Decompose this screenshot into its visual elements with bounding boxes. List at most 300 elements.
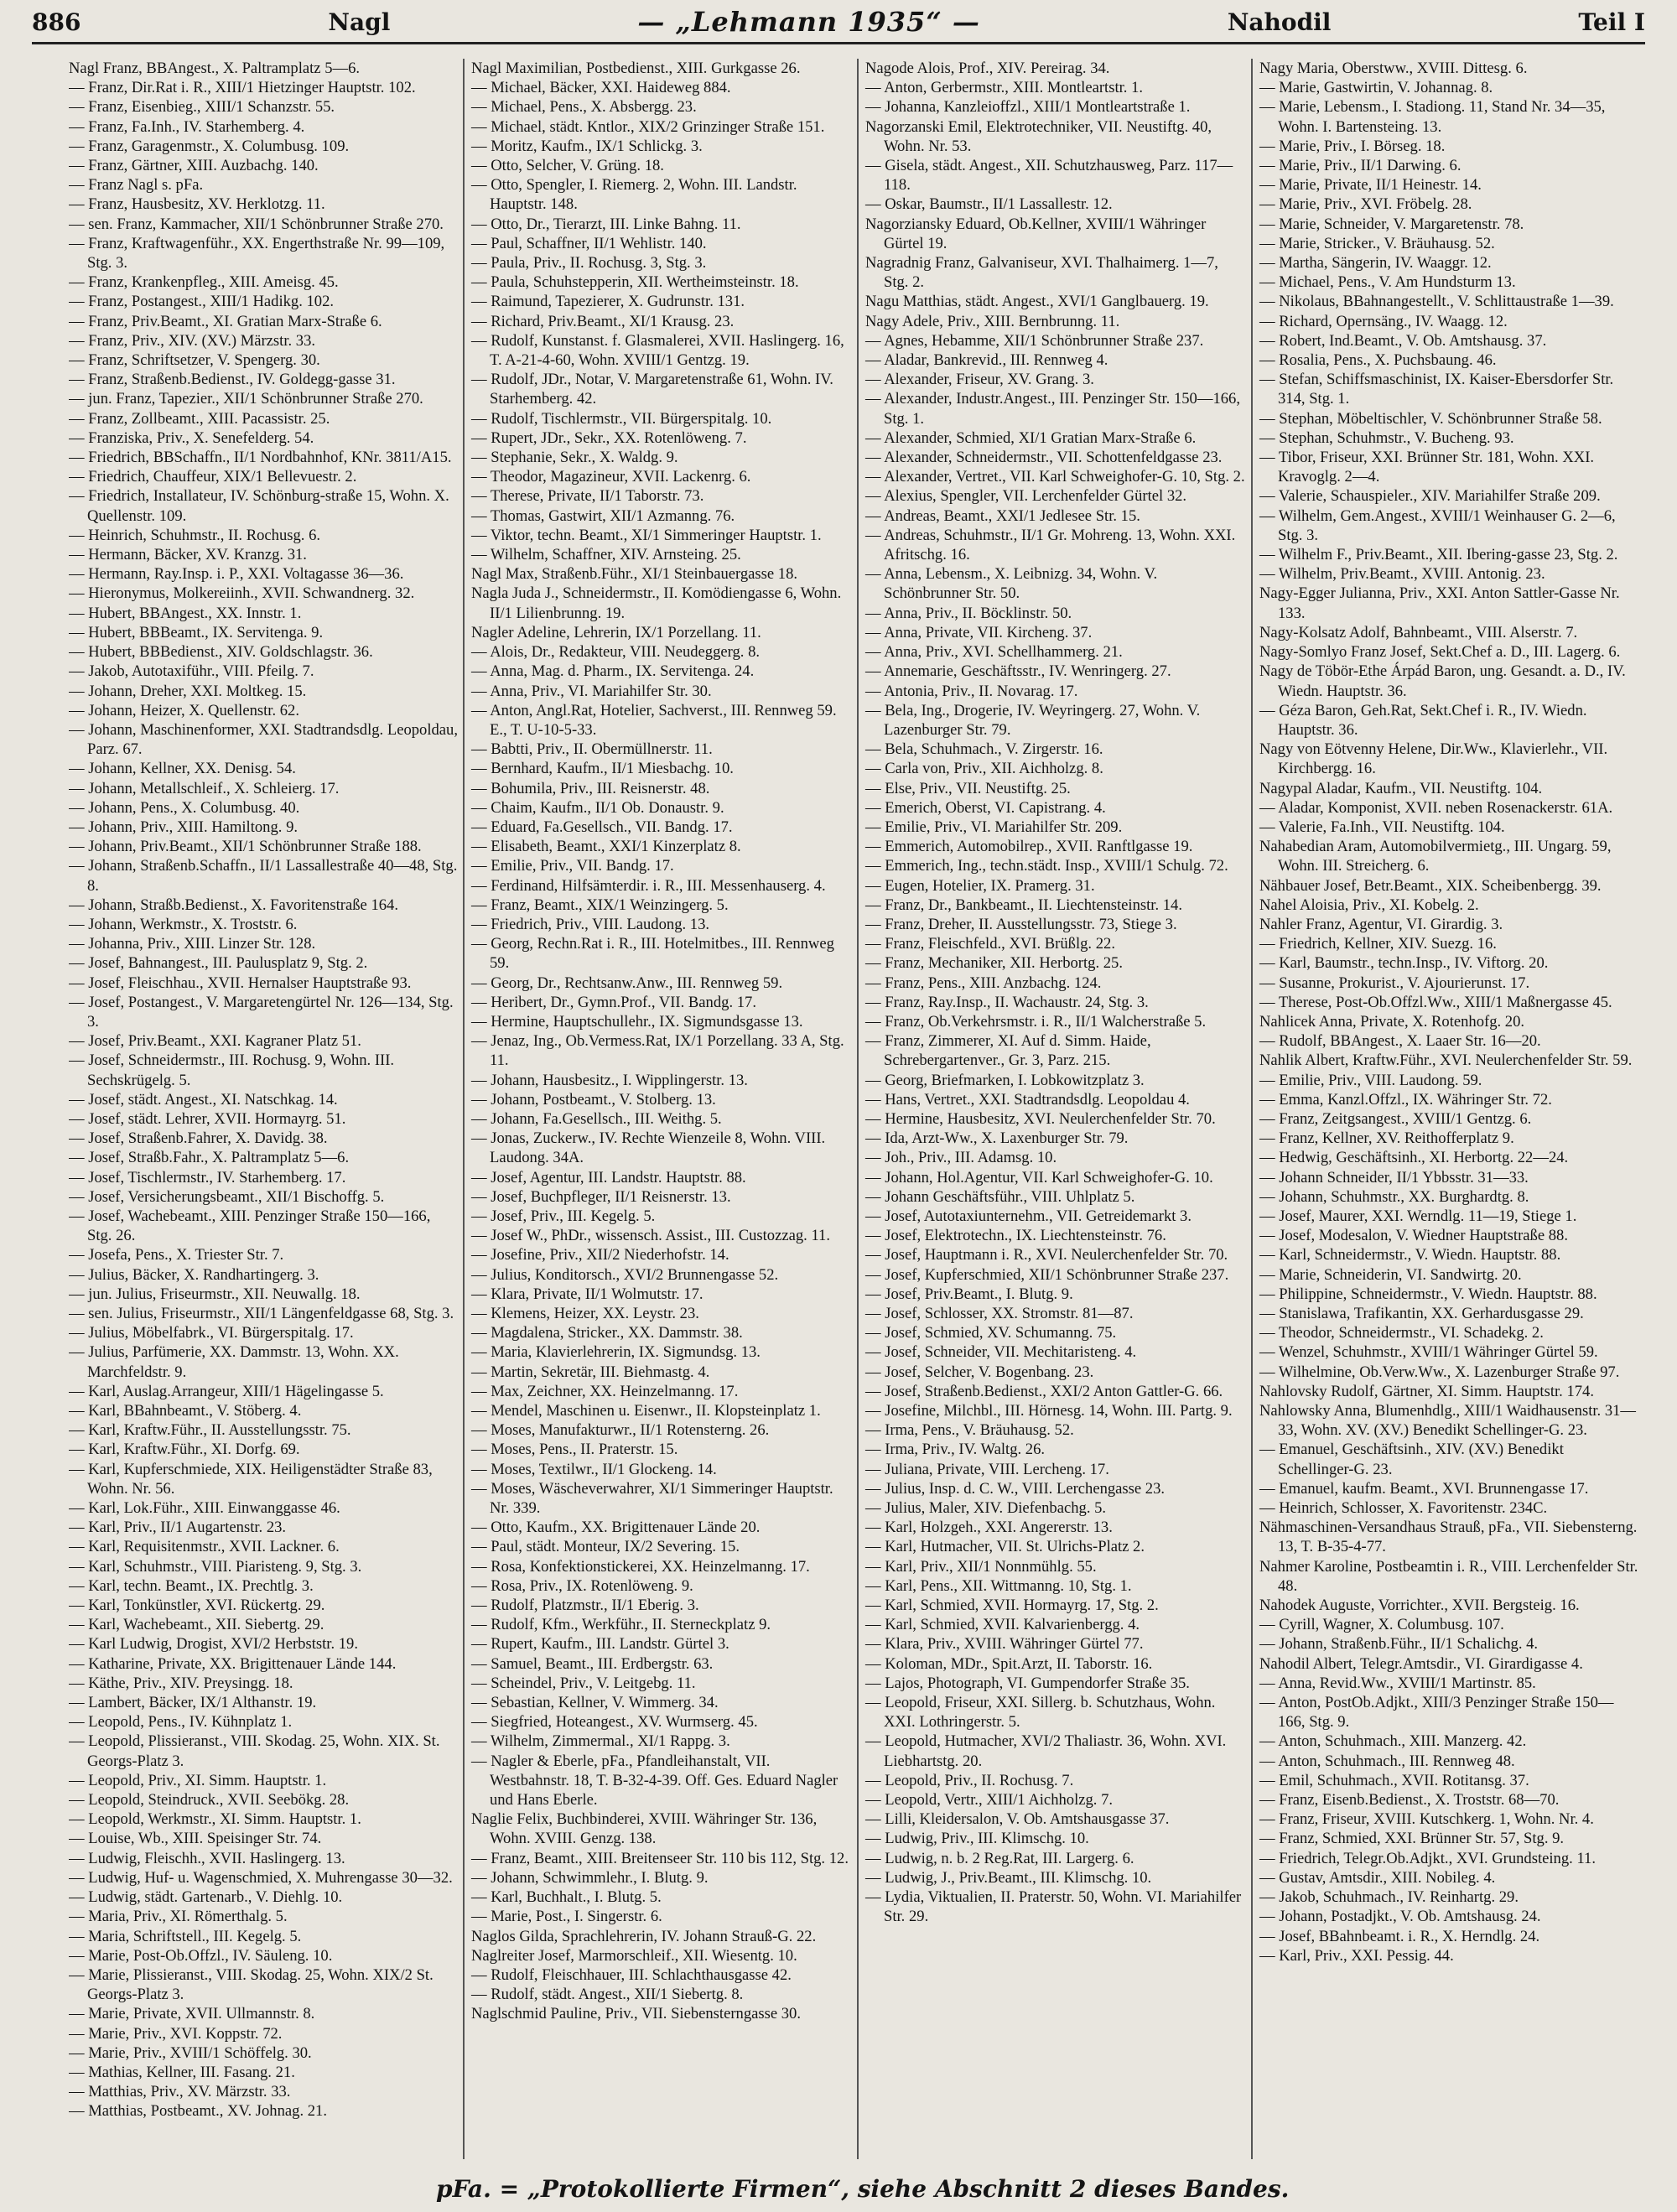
directory-entry: — Rudolf, Kunstanst. f. Glasmalerei, XVII. Haslingerg. 16, T. A-21-4-60, Wohn. XVIII/1 Gentzg. 19. [471, 331, 844, 370]
directory-entry: — Heinrich, Schlosser, X. Favoritenstr. 234C. [1259, 1499, 1548, 1518]
directory-entry: — Johann, Schwimmlehr., I. Blutg. 9. [471, 1868, 709, 1887]
page-header [32, 5, 1645, 39]
directory-entry: — Johann, Heizer, X. Quellenstr. 62. [69, 701, 300, 719]
directory-entry: — Michael, Pens., V. Am Hundsturm 13. [1259, 273, 1516, 292]
directory-entry: — Andreas, Beamt., XXI/1 Jedlesee Str. 15. [865, 506, 1140, 525]
directory-entry: — Carla von, Priv., XII. Aichholzg. 8. [865, 760, 1103, 778]
directory-entry: — jun. Franz, Tapezier., XII/1 Schönbrunner Straße 270. [69, 390, 423, 408]
directory-entry: — Theodor, Magazineur, XVII. Lackenrg. 6. [471, 468, 751, 486]
directory-entry: Nagu Matthias, städt. Angest., XVI/1 Ganglbauerg. 19. [865, 293, 1209, 311]
directory-entry: — Hubert, BBAngest., XX. Innstr. 1. [69, 604, 302, 622]
directory-entry: — Franz, Fleischfeld., XVI. Brüßlg. 22. [865, 935, 1115, 953]
directory-entry: — Georg, Briefmarken, I. Lobkowitzplatz 3. [865, 1071, 1145, 1089]
directory-entry: — Jakob, Autotaxiführ., VIII. Pfeilg. 7. [69, 662, 314, 681]
directory-entry: — Karl, Schmied, XVII. Kalvarienbergg. 4. [865, 1616, 1140, 1634]
directory-entry: — Johann Schneider, II/1 Ybbsstr. 31—33. [1259, 1168, 1529, 1186]
directory-entry: — Karl, Pens., XII. Wittmanng. 10, Stg. 1. [865, 1576, 1132, 1595]
directory-entry: — Julius, Konditorsch., XVI/2 Brunnengasse 52. [471, 1265, 779, 1284]
directory-entry: Nahmer Karoline, Postbeamtin i. R., VIII. Lerchenfelder Str. 48. [1259, 1557, 1638, 1595]
directory-entry: — Wilhelm, Gem.Angest., XVIII/1 Weinhauser G. 2—6, Stg. 3. [1259, 506, 1616, 544]
directory-entry: — Hubert, BBBedienst., XIV. Goldschlagstr. 36. [69, 643, 373, 662]
directory-entry: — sen. Franz, Kammacher, XII/1 Schönbrunner Straße 270. [69, 215, 444, 233]
directory-entry: — Franz, Ray.Insp., II. Wachaustr. 24, Stg. 3. [865, 993, 1149, 1011]
directory-entry: — Josef, Buchpfleger, II/1 Reisnerstr. 13. [471, 1187, 731, 1206]
directory-entry: — Viktor, techn. Beamt., XI/1 Simmeringer Hauptstr. 1. [471, 526, 822, 544]
directory-entry: — Therese, Post-Ob.Offzl.Ww., XIII/1 Maßnergasse 45. [1259, 993, 1612, 1011]
directory-entry: — Nagler & Eberle, pFa., Pfandleihanstalt, VII. Westbahnstr. 18, T. B-32-4-39. Off. Ges. Eduard Nagler und Hans Eberle. [471, 1752, 838, 1810]
directory-entry: — Eduard, Fa.Gesellsch., VII. Bandg. 17. [471, 818, 733, 836]
directory-entry: — Irma, Pens., V. Bräuhausg. 52. [865, 1421, 1074, 1440]
directory-entry: Nahodil Albert, Telegr.Amtsdir., VI. Girardigasse 4. [1259, 1654, 1583, 1673]
directory-entry: — Marie, Post., I. Singerstr. 6. [471, 1908, 662, 1926]
page-footer-note: pFa. = „Protokollierte Firmen“, siehe Abschnitt 2 dieses Bandes. [436, 2175, 1290, 2203]
directory-entry: — Marie, Plissieranst., VIII. Skodag. 25, Wohn. XIX/2 St. Georgs-Platz 3. [69, 1965, 434, 2004]
directory-entry: — Otto, Selcher, V. Grüng. 18. [471, 157, 664, 175]
directory-entry: — Josef, Selcher, V. Bogenbang. 23. [865, 1363, 1094, 1381]
directory-entry: — Josef, städt. Angest., XI. Natschkag. 14. [69, 1090, 338, 1109]
directory-entry: — Julius, Maler, XIV. Diefenbachg. 5. [865, 1499, 1107, 1518]
directory-entry: — Franz, Hausbesitz, XV. Herklotzg. 11. [69, 195, 325, 214]
directory-entry: — Franz, Pens., XIII. Anzbachg. 124. [865, 974, 1102, 992]
directory-entry: — Wilhelm, Zimmermal., XI/1 Rappg. 3. [471, 1732, 730, 1751]
directory-entry: — Franz, Fa.Inh., IV. Starhemberg. 4. [69, 117, 305, 136]
directory-entry: — Josef, BBahnbeamt. i. R., X. Herndlg. 24. [1259, 1927, 1540, 1945]
directory-entry: — Franz, Schriftsetzer, V. Spengerg. 30. [69, 351, 320, 370]
directory-entry: — Stanislawa, Trafikantin, XX. Gerhardusgasse 29. [1259, 1305, 1584, 1322]
directory-entry: — Josef, Straßb.Fahr., X. Paltramplatz 5—6. [69, 1149, 350, 1167]
directory-entry: — Karl Ludwig, Drogist, XVI/2 Herbststr. 19. [69, 1635, 358, 1654]
directory-entry: — Josef, Kupferschmied, XII/1 Schönbrunner Straße 237. [865, 1265, 1229, 1284]
directory-entry: — Anna, Priv., VI. Mariahilfer Str. 30. [471, 682, 712, 700]
directory-entry: — Bela, Schuhmach., V. Zirgerstr. 16. [865, 740, 1103, 759]
directory-entry: — Rudolf, Fleischhauer, III. Schlachthausgasse 42. [471, 1965, 792, 1984]
directory-entry: — Martin, Sekretär, III. Biehmastg. 4. [471, 1363, 710, 1381]
directory-entry: — Rudolf, Platzmstr., II/1 Eberig. 3. [471, 1597, 699, 1615]
directory-entry: — Max, Zeichner, XX. Heinzelmanng. 17. [471, 1382, 739, 1400]
directory-entry: — Wilhelmine, Ob.Verw.Ww., X. Lazenburger Straße 97. [1259, 1363, 1620, 1381]
directory-entry: — Bohumila, Priv., III. Reisnerstr. 48. [471, 779, 710, 797]
directory-entry: — Josef, Hauptmann i. R., XVI. Neulerchenfelder Str. 70. [865, 1246, 1228, 1264]
directory-entry: — Karl, Priv., XII/1 Nonnmühlg. 55. [865, 1557, 1097, 1576]
directory-entry: Nagler Adeline, Lehrerin, IX/1 Porzellang. 11. [471, 623, 761, 641]
directory-entry: — Ludwig, J., Priv.Beamt., III. Klimschg. 10. [865, 1868, 1152, 1887]
directory-entry: — Johann, Fa.Gesellsch., III. Weithg. 5. [471, 1109, 722, 1128]
directory-entry: — Bela, Ing., Drogerie, IV. Weyringerg. 27, Wohn. V. Lazenburger Str. 79. [865, 701, 1201, 739]
directory-entry: — Samuel, Beamt., III. Erdbergstr. 63. [471, 1654, 714, 1673]
directory-entry: — Rudolf, Tischlermstr., VII. Bürgerspitalg. 10. [471, 409, 772, 428]
directory-entry: — Friedrich, BBSchaffn., II/1 Nordbahnhof, KNr. 3811/A15. [69, 449, 452, 467]
directory-entry: — Aladar, Komponist, XVII. neben Rosenackerstr. 61A. [1259, 798, 1613, 817]
directory-entry: — Josef, Autotaxiunternehm., VII. Getreidemarkt 3. [865, 1207, 1192, 1225]
directory-entry: — Karl, Tonkünstler, XVI. Rückertg. 29. [69, 1597, 325, 1615]
directory-entry: — Josef, Tischlermstr., IV. Starhemberg. 17. [69, 1168, 346, 1186]
directory-entry: — Franz, Eisenb.Bedienst., X. Troststr. 68—70. [1259, 1791, 1560, 1810]
directory-entry: — Julius, Möbelfabrk., VI. Bürgerspitalg. 17. [69, 1324, 354, 1342]
directory-entry: — Johann, Straßb.Bedienst., X. Favoritenstraße 164. [69, 896, 398, 914]
directory-entry: — Heribert, Dr., Gymn.Prof., VII. Bandg. 17. [471, 993, 756, 1011]
directory-entry: — Julius, Parfümerie, XX. Dammstr. 13, Wohn. XX. Marchfeldstr. 9. [69, 1343, 399, 1381]
directory-entry: Naglschmid Pauline, Priv., VII. Siebensterngasse 30. [471, 2005, 801, 2023]
directory-entry: — Maria, Priv., XI. Römerthalg. 5. [69, 1908, 288, 1926]
directory-entry: — Anton, PostOb.Adjkt., XIII/3 Penzinger Straße 150—166, Stg. 9. [1259, 1694, 1614, 1732]
directory-entry: — Géza Baron, Geh.Rat, Sekt.Chef i. R., IV. Wiedn. Hauptstr. 36. [1259, 701, 1587, 739]
directory-entry: — Nikolaus, BBahnangestellt., V. Schlittaustraße 1—39. [1259, 293, 1614, 311]
directory-entry: Nagy Maria, Oberstww., XVIII. Dittesg. 6. [1259, 60, 1528, 77]
directory-entry: — Franz, Eisenbieg., XIII/1 Schanzstr. 55. [69, 98, 335, 117]
directory-entry: — Leopold, Hutmacher, XVI/2 Thaliastr. 36, Wohn. XVI. Liebhartstg. 20. [865, 1732, 1227, 1770]
directory-entry: — Franz, Zeitgsangest., XVIII/1 Gentzg. 6. [1259, 1109, 1532, 1128]
directory-entry: — Moses, Manufakturwr., II/1 Rotensterng. 26. [471, 1421, 770, 1440]
directory-entry: — Cyrill, Wagner, X. Columbusg. 107. [1259, 1616, 1504, 1634]
directory-entry: — Anna, Private, VII. Kircheng. 37. [865, 623, 1093, 641]
directory-entry: — Stephanie, Sekr., X. Waldg. 9. [471, 449, 678, 467]
directory-entry: Nagla Juda J., Schneidermstr., II. Komödiengasse 6, Wohn. II/1 Lilienbrunng. 19. [471, 584, 842, 622]
directory-entry: — Marie, Priv., XVIII/1 Schöffelg. 30. [69, 2043, 312, 2062]
directory-entry: — Annemarie, Geschäftsstr., IV. Wenringerg. 27. [865, 662, 1171, 681]
directory-entry: — Jakob, Schuhmach., IV. Reinhartg. 29. [1259, 1888, 1519, 1907]
directory-entry: — Robert, Ind.Beamt., V. Ob. Amtshausg. 37. [1259, 331, 1547, 350]
directory-entry: — Franz, Zimmerer, XI. Auf d. Simm. Haide, Schrebergartenver., Gr. 3, Parz. 215. [865, 1032, 1151, 1070]
directory-entry: — Josef, Straßenb.Bedienst., XXI/2 Anton Gattler-G. 66. [865, 1382, 1223, 1400]
directory-entry: — Leopold, Plissieranst., VIII. Skodag. 25, Wohn. XIX. St. Georgs-Platz 3. [69, 1732, 440, 1770]
directory-entry: — Josef, Bahnangest., III. Paulusplatz 9, Stg. 2. [69, 954, 368, 973]
directory-entry: — Karl, techn. Beamt., IX. Prechtlg. 3. [69, 1576, 314, 1595]
directory-entry: Naglreiter Josef, Marmorschleif., XII. Wiesentg. 10. [471, 1946, 797, 1965]
directory-entry: — Franz, Priv., XIV. (XV.) Märzstr. 33. [69, 331, 316, 350]
directory-entry: — Franz, Zollbeamt., XIII. Pacassistr. 25. [69, 409, 330, 428]
directory-entry: — Karl, Lok.Führ., XIII. Einwanggasse 46. [69, 1499, 340, 1518]
directory-entry: — Johann, Postbeamt., V. Stolberg. 13. [471, 1090, 716, 1109]
directory-entry: — Marie, Priv., I. Börseg. 18. [1259, 137, 1446, 155]
directory-entry: — Friedrich, Priv., VIII. Laudong. 13. [471, 915, 710, 933]
page-number: 886 [32, 8, 81, 36]
directory-entry: — Michael, Bäcker, XXI. Haideweg 884. [471, 79, 731, 97]
directory-entry: — Josefine, Milchbl., III. Hörnesg. 14, Wohn. III. Partg. 9. [865, 1402, 1233, 1420]
directory-entry: — Elisabeth, Beamt., XXI/1 Kinzerplatz 8. [471, 838, 741, 856]
directory-entry: — Aladar, Bankrevid., III. Rennweg 4. [865, 351, 1108, 370]
directory-entry: — Leopold, Friseur, XXI. Sillerg. b. Schutzhaus, Wohn. XXI. Lothringerstr. 5. [865, 1694, 1216, 1732]
directory-entry: — Alexander, Industr.Angest., III. Penzinger Str. 150—166, Stg. 1. [865, 390, 1240, 428]
directory-entry: — Emma, Kanzl.Offzl., IX. Währinger Str. 72. [1259, 1090, 1552, 1109]
directory-entry: — Paul, Schaffner, II/1 Wehlistr. 140. [471, 234, 707, 252]
directory-entry: — Stefan, Schiffsmaschinist, IX. Kaiser-Ebersdorfer Str. 314, Stg. 1. [1259, 371, 1614, 408]
directory-entry: — Ludwig, Fleischh., XVII. Haslingerg. 13. [69, 1849, 345, 1867]
directory-entry: — Agnes, Hebamme, XII/1 Schönbrunner Straße 237. [865, 331, 1204, 350]
directory-entry: — Rosa, Konfektionstickerei, XX. Heinzelmanng. 17. [471, 1557, 810, 1576]
directory-entry: — Thomas, Gastwirt, XII/1 Azmanng. 76. [471, 506, 735, 525]
directory-entry: — Wilhelm, Schaffner, XIV. Arnsteing. 25. [471, 546, 741, 564]
directory-entry: — Marie, Private, II/1 Heinestr. 14. [1259, 176, 1482, 195]
directory-entry: — Friedrich, Telegr.Ob.Adjkt., XVI. Grundsteing. 11. [1259, 1849, 1596, 1867]
directory-entry: — Siegfried, Hoteangest., XV. Wurmserg. 45. [471, 1713, 758, 1732]
directory-entry: — Alexius, Spengler, VII. Lerchenfelder Gürtel 32. [865, 487, 1187, 506]
directory-entry: — Stephan, Möbeltischler, V. Schönbrunner Straße 58. [1259, 409, 1602, 428]
directory-entry: — Leopold, Priv., II. Rochusg. 7. [865, 1771, 1074, 1789]
directory-entry: Nahabedian Aram, Automobilvermietg., III. Ungarg. 59, Wohn. III. Streicherg. 6. [1259, 838, 1612, 875]
directory-entry: — Emerich, Oberst, VI. Capistrang. 4. [865, 798, 1106, 817]
directory-entry: — Sebastian, Kellner, V. Wimmerg. 34. [471, 1694, 719, 1712]
directory-entry: — Lambert, Bäcker, IX/1 Althanstr. 19. [69, 1694, 317, 1712]
directory-entry: — Johann, Dreher, XXI. Moltkeg. 15. [69, 682, 307, 700]
directory-entry: Nagy Adele, Priv., XIII. Bernbrunng. 11. [865, 312, 1120, 330]
directory-entry: — Alexander, Vertret., VII. Karl Schweighofer-G. 10, Stg. 2. [865, 468, 1245, 486]
directory-entry: — Moses, Pens., II. Praterstr. 15. [471, 1441, 678, 1459]
directory-entry: — Mendel, Maschinen u. Eisenwr., II. Klopsteinplatz 1. [471, 1402, 821, 1420]
directory-entry: Nahlovsky Rudolf, Gärtner, XI. Simm. Hauptstr. 174. [1259, 1382, 1594, 1400]
directory-entry: — Josef, Modesalon, V. Wiedner Hauptstraße 88. [1259, 1227, 1568, 1245]
directory-entry: — Raimund, Tapezierer, X. Gudrunstr. 131. [471, 293, 745, 311]
directory-entry: — Ludwig, Huf- u. Wagenschmied, X. Muhrengasse 30—32. [69, 1868, 453, 1887]
directory-entry: Nagy de Töbör-Ethe Árpád Baron, ung. Gesandt. a. D., IV. Wiedn. Hauptstr. 36. [1259, 662, 1626, 700]
directory-entry: — Gisela, städt. Angest., XII. Schutzhausweg, Parz. 117—118. [865, 157, 1233, 195]
directory-entry: — Paul, städt. Monteur, IX/2 Severing. 15. [471, 1538, 740, 1556]
header-left-name: Nagl [328, 8, 391, 36]
directory-entry: — Lydia, Viktualien, II. Praterstr. 50, Wohn. VI. Mariahilfer Str. 29. [865, 1888, 1242, 1926]
directory-entry: — Johann, Postadjkt., V. Ob. Amtshausg. 24. [1259, 1908, 1541, 1926]
directory-entry: — Josef, Schmied, XV. Schumanng. 75. [865, 1324, 1117, 1342]
directory-entry: Nagl Maximilian, Postbedienst., XIII. Gurkgasse 26. [471, 60, 801, 77]
directory-entry: — Johann, Maschinenformer, XXI. Stadtrandsdlg. Leopoldau, Parz. 67. [69, 720, 458, 759]
directory-entry: — Louise, Wb., XIII. Speisinger Str. 74. [69, 1830, 322, 1848]
directory-entry: — Franz, Ob.Verkehrsmstr. i. R., II/1 Walcherstraße 5. [865, 1012, 1207, 1031]
header-rule [32, 42, 1645, 44]
directory-entry: — Friedrich, Kellner, XIV. Suezg. 16. [1259, 935, 1497, 953]
directory-entry: — Babtti, Priv., II. Obermüllnerstr. 11. [471, 740, 713, 759]
directory-entry: — Franz, Mechaniker, XII. Herbortg. 25. [865, 954, 1123, 973]
directory-entry: — Johann, Straßenb.Schaffn., II/1 Lassallestraße 40—48, Stg. 8. [69, 857, 458, 895]
directory-entry: — Katharine, Private, XX. Brigittenauer Lände 144. [69, 1654, 397, 1673]
directory-entry: — Therese, Private, II/1 Taborstr. 73. [471, 487, 704, 506]
directory-entry: — Johann, Schuhmstr., XX. Burghardtg. 8. [1259, 1187, 1529, 1206]
directory-entry: — Chaim, Kaufm., II/1 Ob. Donaustr. 9. [471, 798, 724, 817]
directory-entry: — Klara, Priv., XVIII. Währinger Gürtel 77. [865, 1635, 1144, 1654]
directory-entry: — Karl, Wachebeamt., XII. Siebertg. 29. [69, 1616, 324, 1634]
column-2 [463, 59, 857, 2159]
directory-entry: — Franz, Schmied, XXI. Brünner Str. 57, Stg. 9. [1259, 1830, 1565, 1848]
directory-entry: — Emmerich, Automobilrep., XVII. Ranftlgasse 19. [865, 838, 1193, 856]
directory-entry: — Anton, Gerbermstr., XIII. Montleartstr. 1. [865, 79, 1144, 97]
directory-entry: — Leopold, Priv., XI. Simm. Hauptstr. 1. [69, 1771, 327, 1789]
directory-entry: — Anna, Revid.Ww., XVIII/1 Martinstr. 85. [1259, 1674, 1536, 1692]
directory-entry: — Karl, Baumstr., techn.Insp., IV. Viftorg. 20. [1259, 954, 1549, 973]
directory-entry: — Else, Priv., VII. Neustiftg. 25. [865, 779, 1071, 797]
directory-entry: — Josef, Straßenb.Fahrer, X. Davidg. 38. [69, 1129, 328, 1148]
directory-entry: — Michael, städt. Kntlor., XIX/2 Grinzinger Straße 151. [471, 117, 825, 136]
directory-entry: — Anna, Mag. d. Pharm., IX. Servitenga. 24. [471, 662, 755, 681]
directory-entry: — Rosa, Priv., IX. Rotenlöweng. 9. [471, 1576, 693, 1595]
directory-entry: — Karl, Kraftw.Führ., II. Ausstellungsstr. 75. [69, 1421, 351, 1440]
directory-entry: — Alexander, Schmied, XI/1 Gratian Marx-Straße 6. [865, 428, 1197, 447]
directory-entry: — Emilie, Priv., VIII. Laudong. 59. [1259, 1071, 1482, 1089]
directory-entry: — Karl, Kupferschmiede, XIX. Heiligenstädter Straße 83, Wohn. Nr. 56. [69, 1460, 433, 1498]
directory-entry: — Eugen, Hotelier, IX. Pramerg. 31. [865, 876, 1095, 895]
directory-entry: — Maria, Schriftstell., III. Kegelg. 5. [69, 1927, 302, 1945]
directory-entry: — Susanne, Prokurist., V. Ajourierunst. 17. [1259, 974, 1530, 992]
directory-entry: — Franz, Dir.Rat i. R., XIII/1 Hietzinger Hauptstr. 102. [69, 79, 416, 97]
directory-entry: — Johann, Hausbesitz., I. Wipplingerstr. 13. [471, 1071, 748, 1089]
directory-entry: — Johann, Pens., X. Columbusg. 40. [69, 798, 300, 817]
directory-entry: — Marie, Schneider, V. Margaretenstr. 78. [1259, 215, 1524, 233]
directory-entry: — jun. Julius, Friseurmstr., XII. Neuwallg. 18. [69, 1285, 361, 1303]
directory-entry: — Emanuel, kaufm. Beamt., XVI. Brunnengasse 17. [1259, 1479, 1589, 1498]
directory-entry: — Josef, Fleischhau., XVII. Hernalser Hauptstraße 93. [69, 974, 412, 992]
directory-entry: — Rudolf, Kfm., Werkführ., II. Sterneckplatz 9. [471, 1616, 771, 1634]
directory-entry: — Josef, Postangest., V. Margaretengürtel Nr. 126—134, Stg. 3. [69, 993, 454, 1031]
directory-entry: — Josef W., PhDr., wissensch. Assist., III. Custozzag. 11. [471, 1227, 830, 1245]
directory-entry: — Georg, Dr., Rechtsanw.Anw., III. Rennweg 59. [471, 974, 783, 992]
directory-entry: — Moses, Wäscheverwahrer, XI/1 Simmeringer Hauptstr. Nr. 339. [471, 1479, 833, 1518]
directory-entry: — Johann, Werkmstr., X. Troststr. 6. [69, 915, 298, 933]
directory-entry: — Julius, Insp. d. C. W., VIII. Lerchengasse 23. [865, 1479, 1166, 1498]
directory-entry: — Josef, Wachebeamt., XIII. Penzinger Straße 150—166, Stg. 26. [69, 1207, 431, 1245]
directory-entry: — Lajos, Photograph, VI. Gumpendorfer Straße 35. [865, 1674, 1190, 1692]
directory-entry: — Hermann, Bäcker, XV. Kranzg. 31. [69, 546, 307, 564]
directory-entry: — Leopold, Pens., IV. Kühnplatz 1. [69, 1713, 293, 1732]
directory-entry: Nahlowsky Anna, Blumenhdlg., XIII/1 Waidhausenstr. 31—33, Wohn. XV. (XV.) Benedikt Schellinger-G. 23. [1259, 1402, 1637, 1440]
directory-entry: — Theodor, Schneidermstr., VI. Schadekg. 2. [1259, 1324, 1544, 1342]
directory-entry: — Johann, Kellner, XX. Denisg. 54. [69, 760, 296, 778]
directory-entry: — Leopold, Vertr., XIII/1 Aichholzg. 7. [865, 1791, 1114, 1810]
directory-entry: — Marie, Priv., XVI. Fröbelg. 28. [1259, 195, 1472, 214]
directory-entry: — Georg, Rechn.Rat i. R., III. Hotelmitbes., III. Rennweg 59. [471, 935, 834, 973]
directory-entry: Nahel Aloisia, Priv., XI. Kobelg. 2. [1259, 896, 1479, 914]
directory-entry: — Franziska, Priv., X. Senefelderg. 54. [69, 428, 314, 447]
directory-entry: — Klemens, Heizer, XX. Leystr. 23. [471, 1305, 699, 1322]
directory-entry: — Matthias, Postbeamt., XV. Johnag. 21. [69, 2102, 327, 2121]
directory-entry: — Marie, Lebensm., I. Stadiong. 11, Stand Nr. 34—35, Wohn. I. Bartensteing. 13. [1259, 98, 1606, 136]
directory-entry: — Martha, Sängerin, IV. Waaggr. 12. [1259, 254, 1492, 273]
directory-entry: Nagy-Kolsatz Adolf, Bahnbeamt., VIII. Alserstr. 7. [1259, 623, 1578, 641]
directory-entry: — Lilli, Kleidersalon, V. Ob. Amtshausgasse 37. [865, 1810, 1170, 1829]
directory-entry: — Bernhard, Kaufm., II/1 Miesbachg. 10. [471, 760, 734, 778]
directory-entry: — Leopold, Steindruck., XVII. Seebökg. 28. [69, 1791, 350, 1810]
directory-entry: Nahodek Auguste, Vorrichter., XVII. Bergsteig. 16. [1259, 1597, 1580, 1615]
directory-entry: — Emanuel, Geschäftsinh., XIV. (XV.) Benedikt Schellinger-G. 23. [1259, 1441, 1564, 1478]
directory-entry: — Emilie, Priv., VII. Bandg. 17. [471, 857, 674, 875]
directory-entry: — Ida, Arzt-Ww., X. Laxenburger Str. 79. [865, 1129, 1129, 1148]
directory-entry: — Franz, Gärtner, XIII. Auzbachg. 140. [69, 157, 319, 175]
directory-entry: — Moses, Textilwr., II/1 Glockeng. 14. [471, 1460, 717, 1478]
directory-entry: — Karl, Hutmacher, VII. St. Ulrichs-Platz 2. [865, 1538, 1145, 1556]
directory-entry: — Michael, Pens., X. Absbergg. 23. [471, 98, 697, 117]
directory-entry: — Leopold, Werkmstr., XI. Simm. Hauptstr. 1. [69, 1810, 361, 1829]
running-title: — „Lehmann 1935“ — [637, 6, 980, 38]
directory-entry: — Josef, Priv.Beamt., XXI. Kagraner Platz 51. [69, 1032, 361, 1051]
directory-entry: — Josef, Priv.Beamt., I. Blutg. 9. [865, 1285, 1073, 1303]
directory-entry: — Franz, Kellner, XV. Reithofferplatz 9. [1259, 1129, 1514, 1148]
directory-entry: — Hubert, BBBeamt., IX. Servitenga. 9. [69, 623, 324, 641]
directory-entry: — Rudolf, städt. Angest., XII/1 Siebertg. 8. [471, 1986, 744, 2004]
directory-entry: Naglos Gilda, Sprachlehrerin, IV. Johann Strauß-G. 22. [471, 1927, 817, 1945]
directory-entry: — Karl, BBahnbeamt., V. Stöberg. 4. [69, 1402, 302, 1420]
directory-entry: — Heinrich, Schuhmstr., II. Rochusg. 6. [69, 526, 321, 544]
directory-entry: — Josef, Maurer, XXI. Werndlg. 11—19, Stiege 1. [1259, 1207, 1577, 1225]
column-4 [1251, 59, 1645, 2159]
directory-entry: — Rudolf, BBAngest., X. Laaer Str. 16—20. [1259, 1032, 1541, 1051]
directory-columns [69, 59, 1645, 2159]
directory-entry: — Anton, Angl.Rat, Hotelier, Sachverst., III. Rennweg 59. E., T. U-10-5-33. [471, 701, 837, 739]
directory-entry: — Franz Nagl s. pFa. [69, 176, 204, 195]
directory-entry: — Anton, Schuhmach., III. Rennweg 48. [1259, 1752, 1515, 1770]
directory-entry: Nahlicek Anna, Private, X. Rotenhofg. 20. [1259, 1012, 1525, 1031]
directory-entry: — Johann, Hol.Agentur, VII. Karl Schweighofer-G. 10. [865, 1168, 1213, 1186]
directory-entry: — Anton, Schuhmach., XIII. Manzerg. 42. [1259, 1732, 1527, 1751]
directory-entry: — Karl, Kraftw.Führ., XI. Dorfg. 69. [69, 1441, 300, 1459]
directory-entry: — Johann Geschäftsführ., VIII. Uhlplatz 5. [865, 1187, 1135, 1206]
directory-entry: — Rupert, Kaufm., III. Landstr. Gürtel 3. [471, 1635, 729, 1654]
directory-entry: — Ludwig, n. b. 2 Reg.Rat, III. Largerg. 6. [865, 1849, 1134, 1867]
column-3 [857, 59, 1251, 2159]
directory-entry: — Franz, Kraftwagenführ., XX. Engerthstraße Nr. 99—109, Stg. 3. [69, 234, 445, 273]
header-part: Teil I [1578, 8, 1645, 36]
directory-entry: — Ferdinand, Hilfsämterdir. i. R., III. Messenhauserg. 4. [471, 876, 826, 895]
directory-entry: — Johanna, Priv., XIII. Linzer Str. 128. [69, 935, 316, 953]
directory-entry: — Otto, Dr., Tierarzt, III. Linke Bahng. 11. [471, 215, 741, 233]
directory-entry: — Koloman, MDr., Spit.Arzt, II. Taborstr. 16. [865, 1654, 1153, 1673]
directory-entry: — Franz, Postangest., XIII/1 Hadikg. 102. [69, 293, 335, 311]
directory-entry: — Anna, Priv., XVI. Schellhammerg. 21. [865, 643, 1123, 662]
directory-entry: — Rudolf, JDr., Notar, V. Margaretenstraße 61, Wohn. IV. Starhemberg. 42. [471, 371, 833, 408]
directory-entry: Nagorziansky Eduard, Ob.Kellner, XVIII/1 Währinger Gürtel 19. [865, 215, 1207, 252]
directory-entry: — Anna, Lebensm., X. Leibnizg. 34, Wohn. V. Schönbrunner Str. 50. [865, 565, 1158, 603]
directory-entry: — Ludwig, städt. Gartenarb., V. Diehlg. 10. [69, 1888, 343, 1907]
directory-entry: — Karl, Buchhalt., I. Blutg. 5. [471, 1888, 662, 1907]
directory-entry: — Franz, Priv.Beamt., XI. Gratian Marx-Straße 6. [69, 312, 382, 330]
directory-entry: — Marie, Priv., II/1 Darwing. 6. [1259, 157, 1462, 175]
directory-entry: Nagl Max, Straßenb.Führ., XI/1 Steinbauergasse 18. [471, 565, 798, 584]
directory-entry: Nagy-Somlyo Franz Josef, Sekt.Chef a. D., III. Lagerg. 6. [1259, 643, 1621, 662]
directory-entry: — Maria, Klavierlehrerin, IX. Sigmundsg. 13. [471, 1343, 761, 1362]
directory-entry: — Marie, Schneiderin, VI. Sandwirtg. 20. [1259, 1265, 1522, 1284]
directory-entry: — Paula, Schuhstepperin, XII. Wertheimsteinstr. 18. [471, 273, 799, 292]
directory-entry: — Irma, Priv., IV. Waltg. 26. [865, 1441, 1046, 1459]
directory-entry: — Stephan, Schuhmstr., V. Bucheng. 93. [1259, 428, 1514, 447]
directory-entry: Naglie Felix, Buchbinderei, XVIII. Währinger Str. 136, Wohn. XVIII. Genzg. 138. [471, 1810, 818, 1848]
directory-entry: — Karl, Priv., XXI. Pessig. 44. [1259, 1946, 1454, 1965]
directory-entry: — Paula, Priv., II. Rochusg. 3, Stg. 3. [471, 254, 707, 273]
directory-entry: Nahlik Albert, Kraftw.Führ., XVI. Neulerchenfelder Str. 59. [1259, 1051, 1633, 1070]
directory-entry: — Alois, Dr., Redakteur, VIII. Neudeggerg. 8. [471, 643, 761, 662]
directory-entry: — Alexander, Schneidermstr., VII. Schottenfeldgasse 23. [865, 449, 1223, 467]
directory-entry: — Joh., Priv., III. Adamsg. 10. [865, 1149, 1057, 1167]
directory-entry: — Karl, Auslag.Arrangeur, XIII/1 Hägelingasse 5. [69, 1382, 384, 1400]
directory-entry: — Valerie, Schauspieler., XIV. Mariahilfer Straße 209. [1259, 487, 1601, 506]
directory-entry: — Mathias, Kellner, III. Fasang. 21. [69, 2063, 295, 2081]
directory-entry: — Johann, Priv., XIII. Hamiltong. 9. [69, 818, 299, 836]
directory-entry: — Emil, Schuhmach., XVII. Rotitansg. 37. [1259, 1771, 1529, 1789]
directory-entry: — Gustav, Amtsdir., XIII. Nobileg. 4. [1259, 1868, 1496, 1887]
directory-entry: — Karl, Requisitenmstr., XVII. Lackner. 6. [69, 1538, 340, 1556]
directory-entry: — Valerie, Fa.Inh., VII. Neustiftg. 104. [1259, 818, 1505, 836]
directory-entry: — Johanna, Kanzleioffzl., XIII/1 Montleartstraße 1. [865, 98, 1191, 117]
directory-entry: — Franz, Beamt., XIII. Breitenseer Str. 110 bis 112, Stg. 12. [471, 1849, 849, 1867]
directory-entry: — Käthe, Priv., XIV. Preysingg. 18. [69, 1674, 293, 1692]
directory-entry: — Karl, Schmied, XVII. Hormayrg. 17, Stg. 2. [865, 1597, 1159, 1615]
directory-entry: — Johann, Priv.Beamt., XII/1 Schönbrunner Straße 188. [69, 838, 422, 856]
directory-entry: — Franz, Beamt., XIX/1 Weinzingerg. 5. [471, 896, 729, 914]
directory-entry: — Antonia, Priv., II. Novarag. 17. [865, 682, 1078, 700]
directory-entry: — Josef, Priv., III. Kegelg. 5. [471, 1207, 656, 1225]
directory-entry: — Josef, Elektrotechn., IX. Liechtensteinstr. 76. [865, 1227, 1166, 1245]
directory-entry: — Klara, Private, II/1 Wolmutstr. 17. [471, 1285, 704, 1303]
directory-entry: Nagode Alois, Prof., XIV. Pereirag. 34. [865, 60, 1110, 77]
directory-entry: — Marie, Private, XVII. Ullmannstr. 8. [69, 2005, 315, 2023]
directory-entry: — Moritz, Kaufm., IX/1 Schlickg. 3. [471, 137, 703, 155]
directory-entry: — Josef, Schneider, VII. Mechitaristeng. 4. [865, 1343, 1137, 1362]
directory-entry: — Julius, Bäcker, X. Randhartingerg. 3. [69, 1265, 319, 1284]
directory-entry: — Friedrich, Installateur, IV. Schönburg-straße 15, Wohn. X. Quellenstr. 109. [69, 487, 449, 525]
directory-entry: — Johann, Metallschleif., X. Schleierg. 17. [69, 779, 340, 797]
